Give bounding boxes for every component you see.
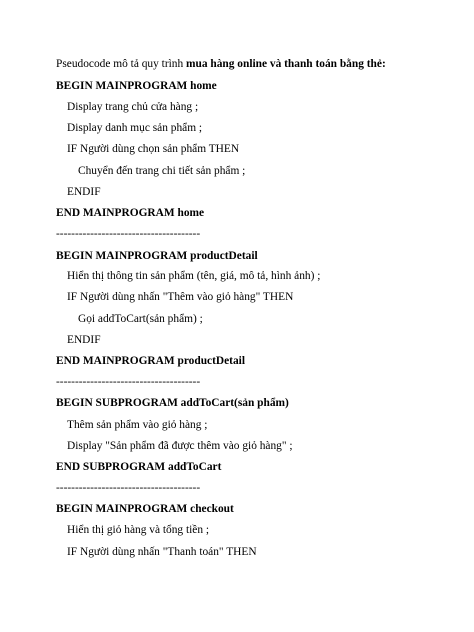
code-line: ENDIF — [67, 334, 101, 346]
code-line: Gọi addToCart(sản phẩm) ; — [78, 313, 203, 325]
end-home: END MAINPROGRAM home — [56, 207, 205, 219]
end-add-to-cart: END SUBPROGRAM addToCart — [56, 461, 222, 473]
begin-checkout: BEGIN MAINPROGRAM checkout — [56, 503, 234, 515]
separator: -------------------------------------- — [56, 482, 201, 494]
code-line: Hiển thị thông tin sản phẩm (tên, giá, mô tả, hình ảnh) ; — [67, 270, 321, 282]
code-line: Thêm sản phẩm vào giỏ hàng ; — [67, 419, 208, 431]
code-line: Display "Sản phẩm đã được thêm vào giỏ hàng" ; — [67, 440, 293, 452]
code-line: ENDIF — [67, 186, 101, 198]
code-line: IF Người dùng chọn sản phẩm THEN — [67, 143, 240, 155]
intro-prefix: Pseudocode mô tả quy trình — [56, 58, 187, 70]
begin-product-detail: BEGIN MAINPROGRAM productDetail — [56, 250, 258, 262]
separator: -------------------------------------- — [56, 376, 201, 388]
begin-add-to-cart: BEGIN SUBPROGRAM addToCart(sản phẩm) — [56, 397, 289, 409]
intro-paragraph — [56, 57, 386, 71]
end-product-detail: END MAINPROGRAM productDetail — [56, 355, 245, 367]
code-line: IF Người dùng nhấn "Thanh toán" THEN — [67, 546, 257, 558]
code-line: Display trang chủ cửa hàng ; — [67, 101, 199, 113]
code-line: Hiển thị giỏ hàng và tổng tiền ; — [67, 524, 210, 536]
begin-home: BEGIN MAINPROGRAM home — [56, 80, 217, 92]
intro-bold: mua hàng online và thanh toán bằng thẻ: — [186, 58, 386, 70]
code-line: Chuyển đến trang chi tiết sản phẩm ; — [78, 165, 246, 177]
code-line: IF Người dùng nhấn "Thêm vào giỏ hàng" THEN — [67, 291, 294, 303]
code-line: Display danh mục sản phẩm ; — [67, 122, 203, 134]
separator: -------------------------------------- — [56, 228, 201, 240]
